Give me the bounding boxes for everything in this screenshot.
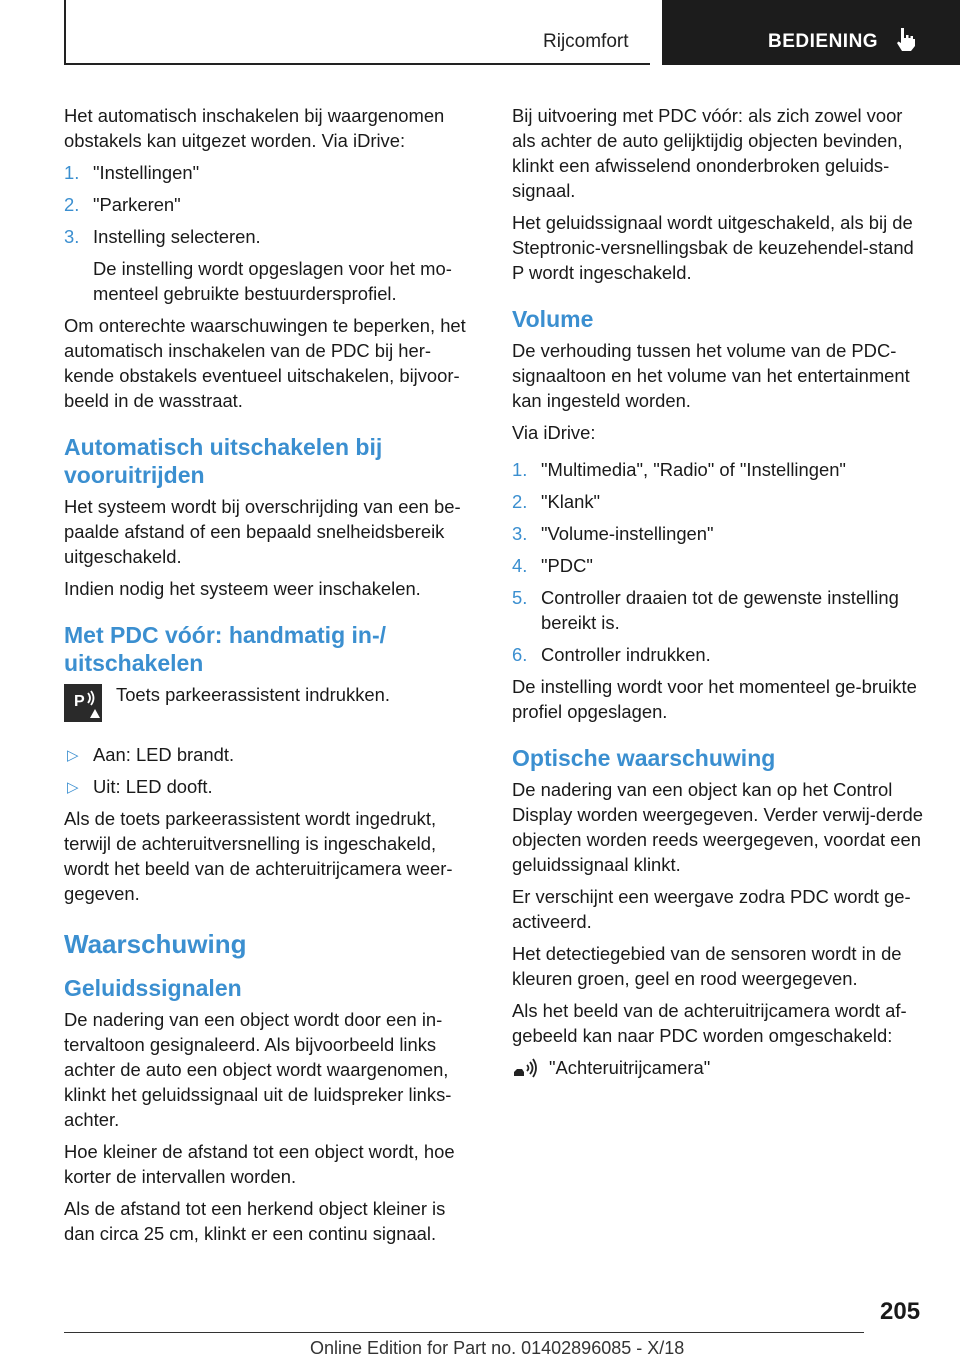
list-item (512, 521, 926, 546)
step-text: "Klank" (541, 491, 601, 512)
paragraph: Om onterechte waarschuwingen te beperken, het automatisch inschakelen van de PDC bij her‐kende obstakels eventueel uitschakelen, bijvoor‐beeld in de wasstraat. (64, 315, 466, 411)
list-item (512, 553, 926, 578)
pointing-hand-icon (893, 26, 919, 57)
list-item (64, 192, 478, 217)
volume-steps (512, 457, 926, 667)
paragraph: Indien nodig het systeem weer inschakelen. (64, 578, 421, 599)
heading-warning: Waarschuwing (64, 929, 247, 959)
step-note: De instelling wordt opgeslagen voor het mo‐menteel gebruikte bestuurdersprofiel. (93, 258, 452, 304)
header-rule-horizontal (64, 63, 650, 65)
paragraph: Via iDrive: (512, 422, 596, 443)
step-number: 2. (512, 491, 528, 512)
heading-sound: Geluidssignalen (64, 975, 242, 1001)
camera-row (512, 1055, 926, 1080)
intro-text: Het automatisch inschakelen bij waargenomen obstakels kan uitgezet worden. Via iDrive: (64, 105, 445, 151)
list-item (64, 160, 478, 185)
step-text: Controller indrukken. (541, 644, 711, 665)
right-column (512, 103, 926, 1080)
heading-manual: Met PDC vóór: handmatig in-/ uitschakelen (64, 622, 386, 676)
paragraph: De nadering van een object wordt door een in‐tervaltoon gesignaleerd. Als bijvoorbeeld links achter de auto een object wordt waargenomen, klinkt het geluidssignaal uit de luidspreker links‐achter. (64, 1009, 452, 1130)
list-item (512, 489, 926, 514)
bullet-text: Uit: LED dooft. (93, 776, 213, 797)
header-section: Rijcomfort (543, 31, 629, 52)
heading-optical: Optische waarschuwing (512, 745, 776, 771)
step-text: Instelling selecteren. (93, 226, 261, 247)
paragraph: De verhouding tussen het volume van de PDC-signaaltoon en het volume van het entertainment kan ingesteld worden. (512, 340, 910, 411)
parking-button-row (64, 682, 478, 730)
paragraph: De nadering van een object kan op het Control Display worden weergegeven. Verder verwij‐derde objecten worden reeds weergegeven, voordat een geluidssignaal klinkt. (512, 779, 923, 875)
camera-text: "Achteruitrijcamera" (549, 1057, 711, 1078)
step-number: 3. (64, 226, 80, 247)
list-item (64, 224, 478, 249)
paragraph: Er verschijnt een weergave zodra PDC wordt ge‐activeerd. (512, 886, 911, 932)
left-column (64, 103, 478, 1253)
step-text: "Multimedia", "Radio" of "Instellingen" (541, 459, 846, 480)
paragraph: De instelling wordt voor het momenteel ge‐bruikte profiel opgeslagen. (512, 676, 917, 722)
paragraph: Het systeem wordt bij overschrijding van een be‐paalde afstand of een bepaald snelheidsbereik uitgeschakeld. (64, 496, 461, 567)
step-text: "Parkeren" (93, 194, 181, 215)
led-bullets (64, 742, 478, 799)
step-number: 2. (64, 194, 80, 215)
list-item (512, 457, 926, 482)
step-number: 5. (512, 587, 528, 608)
parking-sensor-icon (512, 1057, 538, 1085)
bullet-triangle-icon: ▷ (67, 747, 79, 764)
paragraph: Als de afstand tot een herkend object kleiner is dan circa 25 cm, klinkt er een continu signaal. (64, 1198, 446, 1244)
page-number: 205 (880, 1298, 921, 1325)
list-item (64, 742, 478, 767)
paragraph: Het detectiegebied van de sensoren wordt in de kleuren groen, geel en rood weergegeven. (512, 943, 902, 989)
paragraph: Als het beeld van de achteruitrijcamera wordt af‐gebeeld kan naar PDC worden omgeschakeld: (512, 1000, 907, 1046)
paragraph: Als de toets parkeerassistent wordt ingedrukt, terwijl de achteruitversnelling is ingeschakeld, wordt het beeld van de achteruitrijcamera weer‐gegeven. (64, 808, 453, 904)
list-item (512, 642, 926, 667)
paragraph: Hoe kleiner de afstand tot een object wordt, hoe korter de intervallen worden. (64, 1141, 455, 1187)
step-number: 3. (512, 523, 528, 544)
step-text: Controller draaien tot de gewenste instelling bereikt is. (541, 587, 899, 633)
paragraph: Bij uitvoering met PDC vóór: als zich zowel voor als achter de auto gelijktijdig objecten bevinden, klinkt een afwisselend ononderbroken geluids‐signaal. (512, 105, 903, 201)
list-item (64, 774, 478, 799)
step-text: "Volume-instellingen" (541, 523, 714, 544)
step-number: 6. (512, 644, 528, 665)
footer-rule (64, 1332, 864, 1333)
header-chapter: BEDIENING (768, 31, 879, 52)
step-number: 4. (512, 555, 528, 576)
step-number: 1. (64, 162, 80, 183)
settings-steps (64, 160, 478, 249)
bullet-text: Aan: LED brandt. (93, 744, 235, 765)
heading-volume: Volume (512, 306, 594, 332)
icon-row-text: Toets parkeerassistent indrukken. (116, 684, 390, 705)
svg-text:P: P (74, 693, 85, 710)
step-number: 1. (512, 459, 528, 480)
paragraph: Het geluidssignaal wordt uitgeschakeld, als bij de Steptronic-versnellingsbak de keuzehendel‐stand P wordt ingeschakeld. (512, 212, 914, 283)
parking-assist-button-icon (64, 684, 102, 722)
step-text: "PDC" (541, 555, 593, 576)
list-item (512, 585, 926, 635)
heading-auto-off: Automatisch uitschakelen bij vooruitrijden (64, 434, 383, 488)
bullet-triangle-icon: ▷ (67, 779, 79, 796)
header-rule-vertical (64, 0, 66, 64)
footer-edition: Online Edition for Part no. 01402896085 - X/18 (310, 1338, 685, 1358)
step-text: "Instellingen" (93, 162, 200, 183)
